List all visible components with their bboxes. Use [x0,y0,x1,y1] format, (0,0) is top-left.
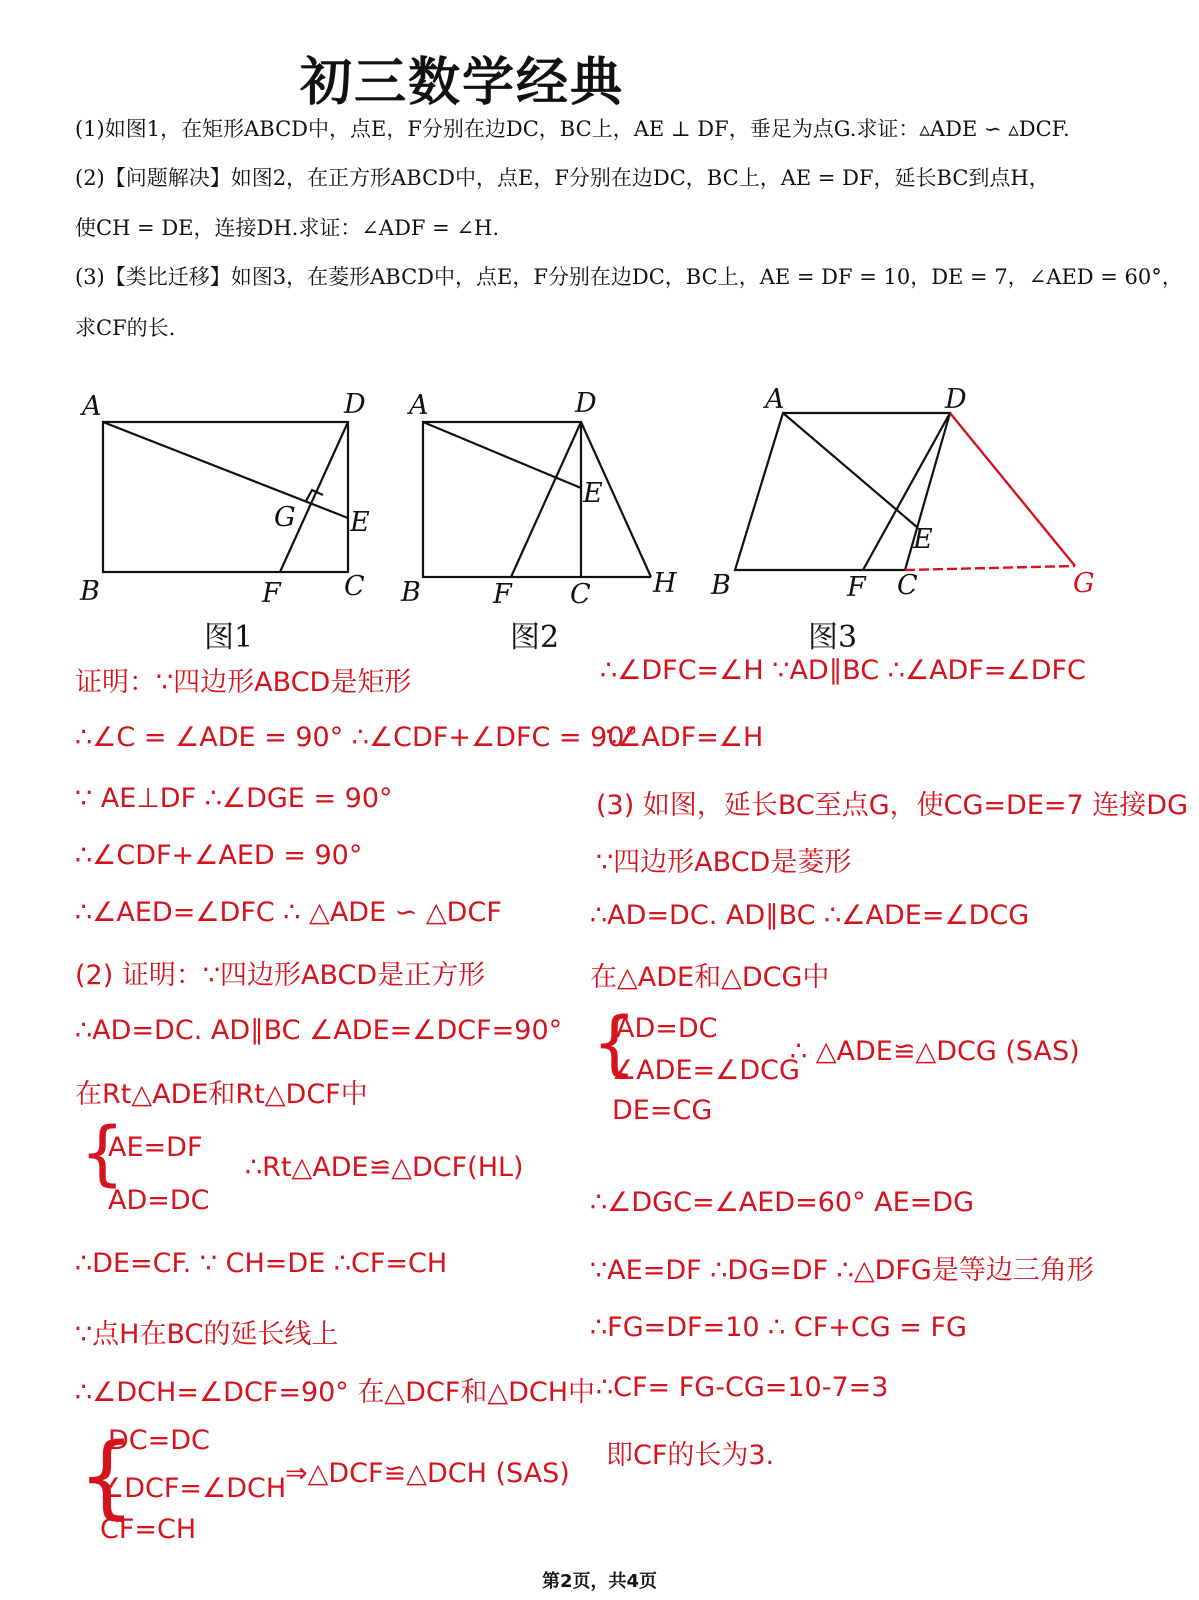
fig1-label-e: E [350,507,370,538]
sol-left-cond-3: DC=DC [108,1425,210,1456]
question-3: (3)【类比迁移】如图3，在菱形ABCD中，点E，F分别在边DC，BC上，AE = DF = 10，DE = 7，∠AED = 60°， [75,265,1183,289]
sol-left-line-6: (2) 证明：∵四边形ABCD是正方形 [75,960,486,991]
fig2-caption: 图2 [510,620,560,655]
sol-right-line-1: ∴∠DFC=∠H ∵AD∥BC ∴∠ADF=∠DFC [600,655,1086,686]
question-3-cont: 求CF的长. [75,316,176,340]
sol-left-line-5: ∴∠AED=∠DFC ∴ △ADE ∽ △DCF [75,897,502,928]
fig3-label-b: B [711,570,731,601]
sol-right-line-10: ∴FG=DF=10 ∴ CF+CG = FG [590,1312,967,1343]
sol-right-cond-3: DE=CG [612,1095,713,1126]
fig3-label-e: E [913,524,933,555]
fig2-label-h: H [653,568,677,599]
fig2-segment-ae [423,422,581,488]
sol-right-line-3: (3) 如图，延长BC至点G，使CG=DE=7 连接DG [596,790,1188,821]
fig1-label-g: G [274,502,296,533]
fig3-label-a: A [765,384,785,415]
fig2-label-f: F [493,579,512,610]
sol-left-cond-4: ∠DCF=∠DCH [100,1473,287,1504]
sol-left-line-10: ∴DE=CF. ∵ CH=DE ∴CF=CH [75,1248,448,1279]
figure-1 [70,385,390,615]
sol-left-brace-1: { [80,1112,125,1194]
sol-left-cond-1: AE=DF [108,1132,203,1163]
sol-right-line-4: ∵四边形ABCD是菱形 [596,847,852,878]
sol-left-line-4: ∴∠CDF+∠AED = 90° [75,840,363,871]
fig3-label-d: D [945,384,967,415]
page-footer: 第2页，共4页 [541,1571,658,1592]
sol-left-line-2: ∴∠C = ∠ADE = 90° ∴∠CDF+∠DFC = 90° [75,722,638,753]
fig3-segment-dg [950,413,1075,566]
fig3-label-c: C [897,570,918,601]
sol-right-cond-2: ∠ADE=∠DCG [612,1055,800,1086]
fig1-label-c: C [344,571,365,602]
sol-left-line-12: ∴∠DCH=∠DCF=90° 在△DCF和△DCH中 [75,1377,596,1408]
question-2-cont: 使CH = DE，连接DH.求证：∠ADF = ∠H. [75,216,500,240]
sol-right-line-2: ∴∠ADF=∠H [600,722,764,753]
sol-right-line-5: ∴AD=DC. AD∥BC ∴∠ADE=∠DCG [590,900,1030,931]
figure-3 [705,380,1115,615]
sol-right-cond-1: AD=DC [616,1013,718,1044]
fig3-segment-cg [905,566,1075,570]
sol-right-line-6: 在△ADE和△DCG中 [590,962,830,993]
fig1-label-b: B [80,576,100,607]
fig2-label-a: A [409,390,429,421]
sol-left-line-13: ⇒△DCF≌△DCH (SAS) [285,1458,570,1489]
fig1-label-d: D [344,389,366,420]
fig2-label-c: C [570,579,591,610]
fig2-label-e: E [583,478,603,509]
fig1-label-a: A [82,391,102,422]
sol-right-line-11: ∴CF= FG-CG=10-7=3 [596,1372,889,1403]
fig1-label-f: F [262,578,281,609]
fig2-label-b: B [401,577,421,608]
sol-right-brace: { [592,1002,637,1084]
fig3-segment-ae [783,413,918,528]
sol-left-line-11: ∵点H在BC的延长线上 [75,1319,339,1350]
sol-right-line-12: 即CF的长为3. [606,1440,775,1471]
sol-left-line-1: 证明：∵四边形ABCD是矩形 [75,667,412,698]
fig3-label-f: F [847,572,866,603]
sol-left-line-8: 在Rt△ADE和Rt△DCF中 [75,1079,368,1110]
page-title: 初三数学经典 [300,53,625,113]
figure-2 [395,385,705,615]
sol-right-line-8: ∴∠DGC=∠AED=60° AE=DG [590,1187,975,1218]
sol-left-brace-2: { [78,1424,136,1529]
sol-left-line-9: ∴Rt△ADE≌△DCF(HL) [245,1152,524,1183]
sol-right-line-9: ∵AE=DF ∴DG=DF ∴△DFG是等边三角形 [590,1255,1094,1286]
fig3-caption: 图3 [808,620,858,655]
fig2-segment-df [511,422,581,577]
sol-left-cond-2: AD=DC [108,1185,210,1216]
sol-left-cond-5: CF=CH [100,1514,197,1545]
fig3-label-g: G [1073,568,1095,599]
fig1-caption: 图1 [204,620,254,655]
fig1-segment-df [280,422,348,572]
sol-right-line-7: ∴ △ADE≌△DCG (SAS) [790,1036,1080,1067]
fig2-square [423,422,581,577]
sol-left-line-3: ∵ AE⊥DF ∴∠DGE = 90° [75,783,393,814]
question-2: (2)【问题解决】如图2，在正方形ABCD中，点E，F分别在边DC，BC上，AE = DF，延长BC到点H， [75,166,1050,190]
fig2-label-d: D [575,388,597,419]
question-1: (1)如图1，在矩形ABCD中，点E，F分别在边DC，BC上，AE ⊥ DF，垂足为点G.求证：▵ADE ∽ ▵DCF. [75,117,1070,141]
fig1-rectangle [103,422,348,572]
sol-left-line-7: ∴AD=DC. AD∥BC ∠ADE=∠DCF=90° [75,1015,563,1046]
